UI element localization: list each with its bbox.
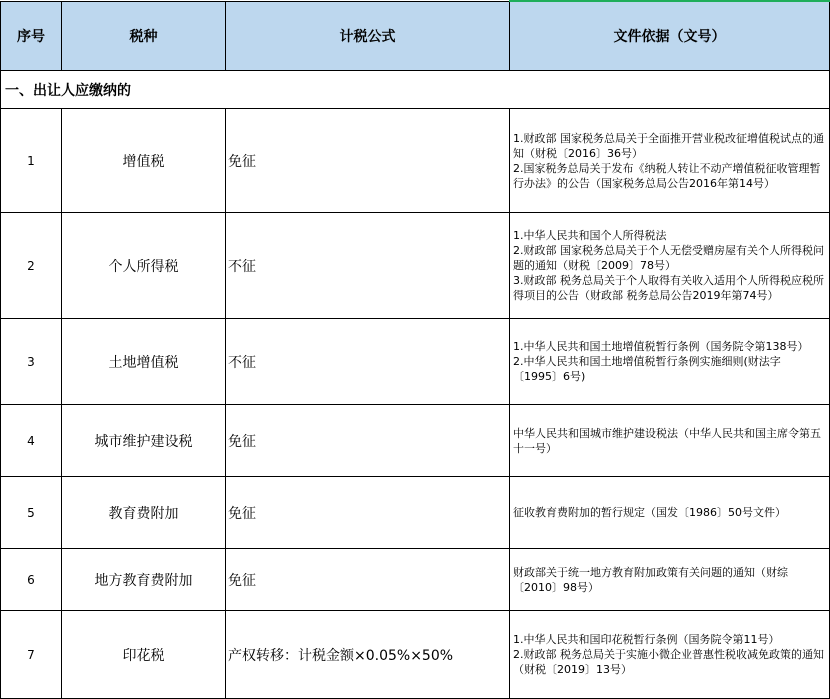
row-docs <box>510 213 830 319</box>
row-docs <box>510 109 830 213</box>
doc-line: 3.财政部 税务总局关于个人取得有关收入适用个人所得税应税所得项目的公告（财政部 税务总局公告2019年第74号） <box>513 274 824 302</box>
row-index: 1 <box>1 109 62 213</box>
row-formula: 免征 <box>226 109 510 213</box>
table-row <box>1 611 830 699</box>
doc-line: 中华人民共和国城市维护建设税法（中华人民共和国主席令第五十一号） <box>513 426 821 455</box>
row-tax: 教育费附加 <box>62 477 226 549</box>
header-row <box>1 1 830 71</box>
doc-line: 1.财政部 国家税务总局关于全面推开营业税改征增值税试点的通知（财税〔2016〕36号） <box>513 131 824 160</box>
row-formula: 不征 <box>226 213 510 319</box>
doc-line: 1.中华人民共和国土地增值税暂行条例（国务院令第138号） <box>513 340 809 353</box>
doc-line: 1.中华人民共和国个人所得税法 <box>513 229 667 242</box>
row-index: 7 <box>1 611 62 699</box>
header-formula: 计税公式 <box>226 1 510 71</box>
table-row <box>1 213 830 319</box>
table-row <box>1 319 830 405</box>
row-docs <box>510 319 830 405</box>
row-formula: 不征 <box>226 319 510 405</box>
doc-line: 财政部关于统一地方教育附加政策有关问题的通知（财综〔2010〕98号） <box>513 565 788 594</box>
row-formula: 免征 <box>226 405 510 477</box>
row-index: 4 <box>1 405 62 477</box>
doc-line: 2.中华人民共和国土地增值税暂行条例实施细则(财法字〔1995〕6号) <box>513 355 781 383</box>
row-tax: 印花税 <box>62 611 226 699</box>
row-docs <box>510 611 830 699</box>
row-docs <box>510 477 830 549</box>
header-index: 序号 <box>1 1 62 71</box>
table-row <box>1 477 830 549</box>
row-index: 6 <box>1 549 62 611</box>
doc-line: 1.中华人民共和国印花税暂行条例（国务院令第11号） <box>513 633 780 646</box>
doc-line: 2.国家税务总局关于发布《纳税人转让不动产增值税征收管理暂行办法》的公告（国家税务总局公告2016年第14号） <box>513 161 821 190</box>
table-row <box>1 549 830 611</box>
row-docs <box>510 405 830 477</box>
row-tax: 土地增值税 <box>62 319 226 405</box>
table-row <box>1 405 830 477</box>
row-index: 3 <box>1 319 62 405</box>
row-tax: 城市维护建设税 <box>62 405 226 477</box>
row-index: 5 <box>1 477 62 549</box>
row-tax: 地方教育费附加 <box>62 549 226 611</box>
doc-line: 征收教育费附加的暂行规定（国发〔1986〕50号文件） <box>513 506 786 519</box>
row-formula: 产权转移：计税金额×0.05%×50% <box>226 611 510 699</box>
row-tax: 个人所得税 <box>62 213 226 319</box>
section-row <box>1 71 830 109</box>
doc-line: 2.财政部 国家税务总局关于个人无偿受赠房屋有关个人所得税问题的通知（财税〔2009〕78号） <box>513 244 824 272</box>
section-title: 一、出让人应缴纳的 <box>1 71 830 109</box>
row-index: 2 <box>1 213 62 319</box>
row-formula: 免征 <box>226 549 510 611</box>
row-formula: 免征 <box>226 477 510 549</box>
doc-line: 2.财政部 税务总局关于实施小微企业普惠性税收减免政策的通知（财税〔2019〕13号） <box>513 648 824 676</box>
header-tax: 税种 <box>62 1 226 71</box>
header-docs: 文件依据（文号） <box>510 1 830 71</box>
table-row <box>1 109 830 213</box>
row-tax: 增值税 <box>62 109 226 213</box>
row-docs <box>510 549 830 611</box>
